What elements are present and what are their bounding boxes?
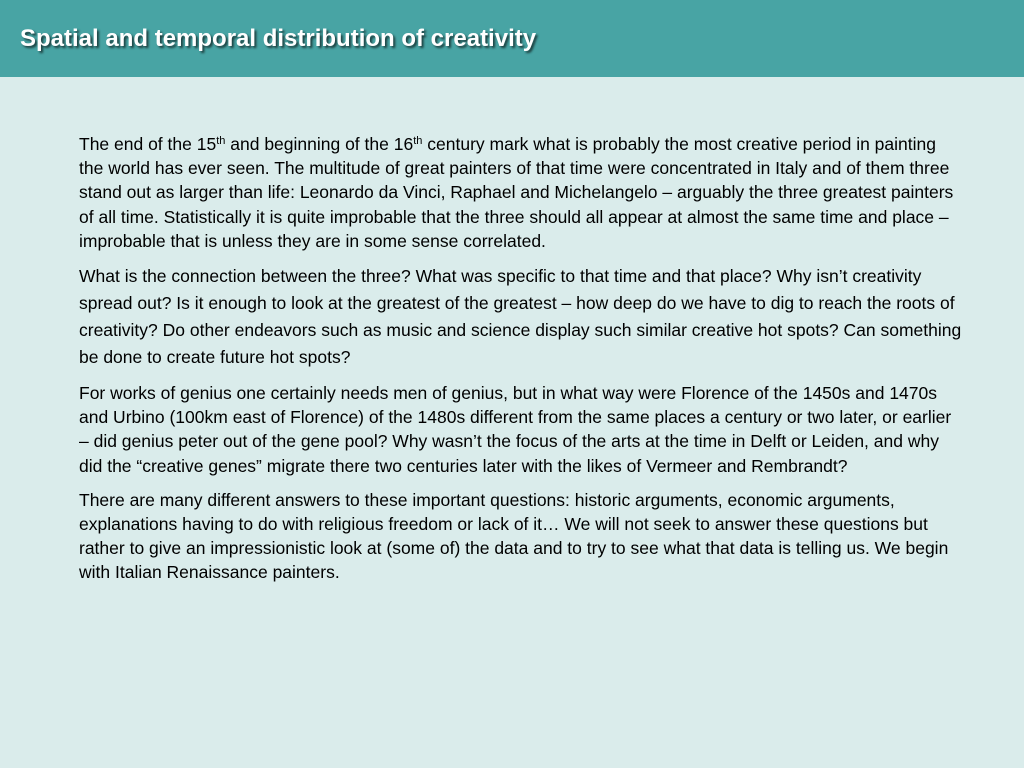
paragraph-2: What is the connection between the three? What was specific to that time and that place? Why isn’t creativity spread out? Is it enough to look at the greatest of the greatest – how deep do we have to dig to reach the roots of creativity? Do other endeavors such as music and science display such similar creative hot spots? Can something be done to create future hot spots? <box>79 266 962 368</box>
slide-title: Spatial and temporal distribution of creativity <box>20 25 537 52</box>
paragraph-1-text-a: The end of the 15 <box>79 134 217 154</box>
paragraph-4: There are many different answers to these important questions: historic arguments, economic arguments, explanations having to do with religious freedom or lack of it… We will not seek to answer these questions but rather to give an impressionistic look at (some of) the data and to try to see what that data is telling us. We begin with Italian Renaissance painters. <box>79 489 949 583</box>
paragraph-1-text-c: century mark what is probably the most creative period in painting the world has ever seen. The multitude of great painters of that time were concentrated in Italy and of them three stand out as larger than life: Leonardo da Vinci, Raphael and Michelangelo – arguably the three greatest painters of all time. Statistically it is quite improbable that the three should all appear at almost the same time and place – improbable that is unless they are in some sense correlated. <box>79 134 954 251</box>
paragraph-1 <box>79 132 964 253</box>
paragraph-3: For works of genius one certainly needs men of genius, but in what way were Florence of the 1450s and 1470s and Urbino (100km east of Florence) of the 1480s different from the same places a century or two later, or earlier – did genius peter out of the gene pool? Why wasn’t the focus of the arts at the time in Delft or Leiden, and why did the “creative genes” migrate there two centuries later with the likes of Vermeer and Rembrandt? <box>79 383 952 476</box>
title-bar <box>0 0 1024 77</box>
superscript-th-2: th <box>413 135 423 147</box>
superscript-th-1: th <box>216 135 226 147</box>
paragraph-1-text-b: and beginning of the 16 <box>225 134 414 154</box>
slide-body <box>79 132 964 595</box>
